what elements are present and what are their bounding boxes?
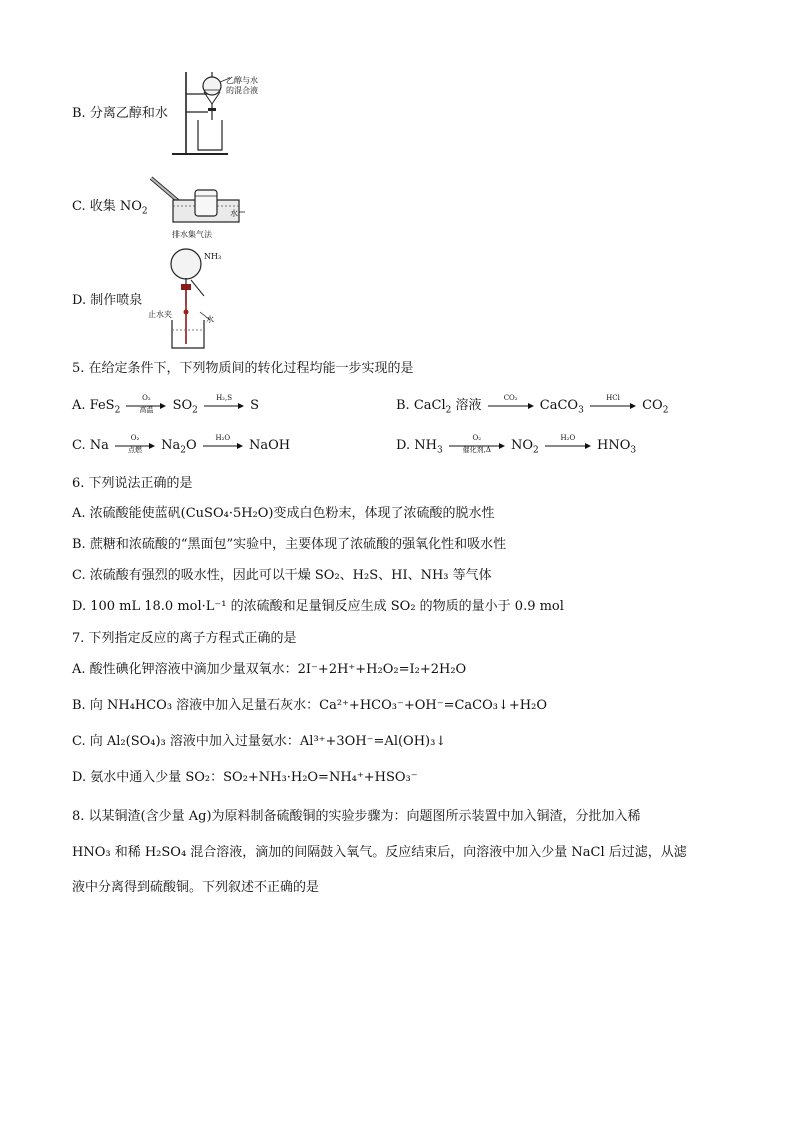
reaction-arrow: H₂,S	[204, 403, 244, 409]
q7-option-b: B. 向 NH₄HCO₃ 溶液中加入足量石灰水：Ca²⁺+HCO₃⁻+OH⁻=CaCO₃↓+H₂O	[72, 698, 547, 713]
reaction-arrow: O₂ 催化剂,Δ	[449, 443, 505, 449]
q5-stem: 5. 在给定条件下，下列物质间的转化过程均能一步实现的是	[72, 361, 414, 376]
q7-option-d: D. 氨水中通入少量 SO₂：SO₂+NH₃·H₂O=NH₄⁺+HSO₃⁻	[72, 770, 418, 785]
q8-line-1: 8. 以某铜渣(含少量 Ag)为原料制备硫酸铜的实验步骤为：向题图所示装置中加入铜渣，分批加入稀	[72, 809, 641, 824]
q6-stem: 6. 下列说法正确的是	[72, 476, 193, 491]
displacement-caption: 排水集气法	[172, 230, 212, 239]
q6-option-a: A. 浓硫酸能使蓝矾(CuSO₄·5H₂O)变成白色粉末，体现了浓硫酸的脱水性	[72, 506, 495, 521]
q7-option-c: C. 向 Al₂(SO₄)₃ 溶液中加入过量氨水：Al³⁺+3OH⁻=Al(OH)₃↓	[72, 734, 447, 749]
separatory-funnel-figure	[168, 68, 278, 158]
reaction-arrow: O₂ 点燃	[115, 443, 155, 449]
q6-option-c: C. 浓硫酸有强烈的吸水性，因此可以干燥 SO₂、H₂S、HI、NH₃ 等气体	[72, 568, 492, 583]
q5-option-a: A. FeS$_2$ O₂ 高温 $SO_2$ H₂,S S	[72, 393, 260, 416]
water-label-c: 水	[230, 209, 238, 218]
nh3-label: NH₃	[204, 252, 222, 261]
mixture-label-2: 的混合液	[226, 86, 258, 95]
q5-option-d: D. $NH_3$ O₂ 催化剂,Δ $NO_2$ H₂O $HNO_3$	[396, 433, 637, 456]
q6-option-b: B. 蔗糖和浓硫酸的“黑面包”实验中，主要体现了浓硫酸的强氧化性和吸水性	[72, 537, 507, 552]
clamp-label: 止水夹	[148, 310, 172, 319]
option-b-label: B. 分离乙醇和水	[72, 106, 168, 121]
q5-option-b: B. CaCl$_2$ 溶液 CO₂ CaCO$_3$ HCl $CO_2$	[396, 393, 669, 416]
q6-option-d: D. 100 mL 18.0 mol·L⁻¹ 的浓硫酸和足量铜反应生成 SO₂ 的物质的量小于 0.9 mol	[72, 599, 564, 614]
q8-line-3: 液中分离得到硫酸铜。下列叙述不正确的是	[72, 880, 320, 895]
reaction-arrow: H₂O	[545, 443, 591, 449]
water-label-d: 水	[206, 315, 214, 324]
mixture-label-1: 乙醇与水	[226, 76, 258, 85]
q5-option-c: C. Na O₂ 点燃 $Na_2O$ H₂O NaOH	[72, 433, 291, 456]
q7-option-a: A. 酸性碘化钾溶液中滴加少量双氧水：2I⁻+2H⁺+H₂O₂=I₂+2H₂O	[72, 662, 467, 677]
option-d-label: D. 制作喷泉	[72, 293, 143, 308]
reaction-arrow: CO₂	[488, 403, 534, 409]
reaction-arrow: H₂O	[203, 443, 243, 449]
option-c-label: C. 收集 $NO_2$	[72, 199, 148, 217]
q7-stem: 7. 下列指定反应的离子方程式正确的是	[72, 631, 297, 646]
reaction-arrow: HCl	[590, 403, 636, 409]
reaction-arrow: O₂ 高温	[126, 403, 166, 409]
q8-line-2: HNO₃ 和稀 H₂SO₄ 混合溶液，滴加的间隔鼓入氧气。反应结束后，向溶液中加入少量 NaCl 后过滤，从滤	[72, 845, 687, 860]
